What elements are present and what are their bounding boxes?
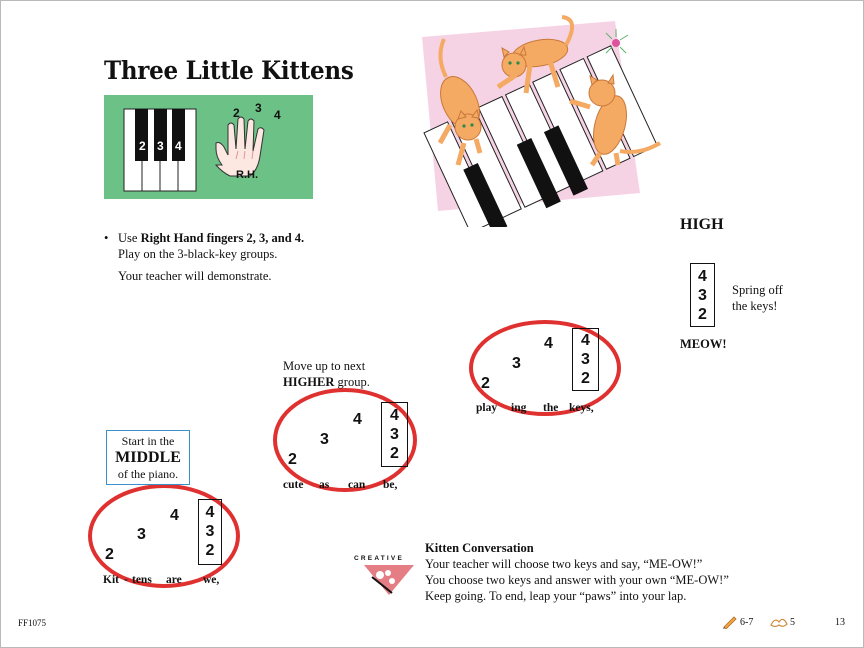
start-line3: of the piano. — [117, 467, 179, 481]
finger-3: 3 — [581, 351, 590, 368]
page-number: 13 — [835, 617, 845, 628]
finger-box-3 — [572, 328, 599, 391]
lyric-word: be, — [383, 479, 398, 491]
finger-2: 2 — [390, 445, 399, 462]
start-middle: MIDDLE — [115, 449, 181, 466]
finger-3: 3 — [698, 287, 707, 304]
finger-2: 2 — [698, 306, 707, 323]
hand-label: R.H. — [236, 169, 258, 181]
finger-box-2 — [381, 402, 408, 467]
start-middle-box — [106, 430, 190, 485]
black-key-label-4: 4 — [175, 139, 182, 153]
pencil-icon — [722, 615, 738, 629]
move-up-suffix: group. — [334, 375, 370, 389]
finger-2: 2 — [581, 370, 590, 387]
finger-2: 2 — [105, 546, 114, 563]
finger-3: 3 — [137, 526, 146, 543]
lyric-word: Kit — [103, 574, 119, 586]
high-label: HIGH — [680, 216, 724, 233]
spring-line2: the keys! — [732, 299, 778, 313]
lyric-word: tens — [132, 574, 152, 586]
footer-ref2: 5 — [790, 617, 795, 628]
finger-label-2: 2 — [233, 106, 240, 120]
black-key-label-2: 2 — [139, 139, 146, 153]
instruction-line3: Your teacher will demonstrate. — [118, 269, 272, 283]
kc-line2: You choose two keys and answer with your own “ME-OW!” — [425, 573, 729, 587]
lyric-word: play — [476, 402, 498, 414]
move-up-higher: HIGHER — [283, 375, 335, 389]
lyric-word: ing — [511, 402, 527, 414]
kitten-conversation — [425, 540, 729, 604]
lyric-word: - — [124, 574, 128, 586]
footer-ref1: 6-7 — [740, 617, 754, 628]
start-line1: Start in the — [121, 434, 175, 448]
move-up-text — [283, 358, 370, 390]
finger-2: 2 — [288, 451, 297, 468]
finger-3: 3 — [205, 523, 215, 540]
lyric-word: keys, — [569, 402, 594, 414]
finger-label-3: 3 — [255, 101, 262, 115]
move-up-line1: Move up to next — [283, 359, 366, 373]
finger-3: 3 — [390, 426, 399, 443]
finger-4: 4 — [698, 268, 707, 285]
finger-4: 4 — [353, 411, 362, 428]
lyric-word: are — [166, 574, 182, 586]
lyric-word: as — [319, 479, 330, 491]
finger-4: 4 — [170, 507, 179, 524]
meow-label: MEOW! — [680, 337, 727, 351]
finger-4: 4 — [205, 504, 215, 521]
finger-2: 2 — [205, 542, 215, 559]
kc-heading: Kitten Conversation — [425, 541, 534, 555]
finger-box-1 — [198, 499, 222, 565]
finger-3: 3 — [320, 431, 329, 448]
instruction-line2: Play on the 3-black-key groups. — [118, 247, 278, 261]
finger-3: 3 — [512, 355, 521, 372]
finger-4: 4 — [390, 407, 399, 424]
creative-icon — [352, 553, 418, 597]
finger-4: 4 — [581, 332, 590, 349]
instruction-bold: Right Hand fingers 2, 3, and 4. — [140, 231, 305, 245]
kc-line3: Keep going. To end, leap your “paws” into your lap. — [425, 589, 687, 603]
black-key-label-3: 3 — [157, 139, 164, 153]
finger-4: 4 — [544, 335, 553, 352]
finger-label-4: 4 — [274, 108, 281, 122]
spring-line1: Spring off — [732, 283, 783, 297]
bullet: • — [104, 231, 109, 245]
workbook-icon — [770, 615, 788, 629]
lyric-word: we, — [203, 574, 220, 586]
page-title: Three Little Kittens — [104, 56, 354, 85]
kc-line1: Your teacher will choose two keys and say, “ME-OW!” — [425, 557, 703, 571]
lyric-word: the — [543, 402, 559, 414]
lyric-word: can — [348, 479, 366, 491]
finger-2: 2 — [481, 375, 490, 392]
lyric-word: cute — [283, 479, 304, 491]
creative-label: CREATIVE — [354, 555, 404, 562]
instruction-prefix: Use — [118, 231, 141, 245]
footer-code: FF1075 — [18, 618, 47, 628]
